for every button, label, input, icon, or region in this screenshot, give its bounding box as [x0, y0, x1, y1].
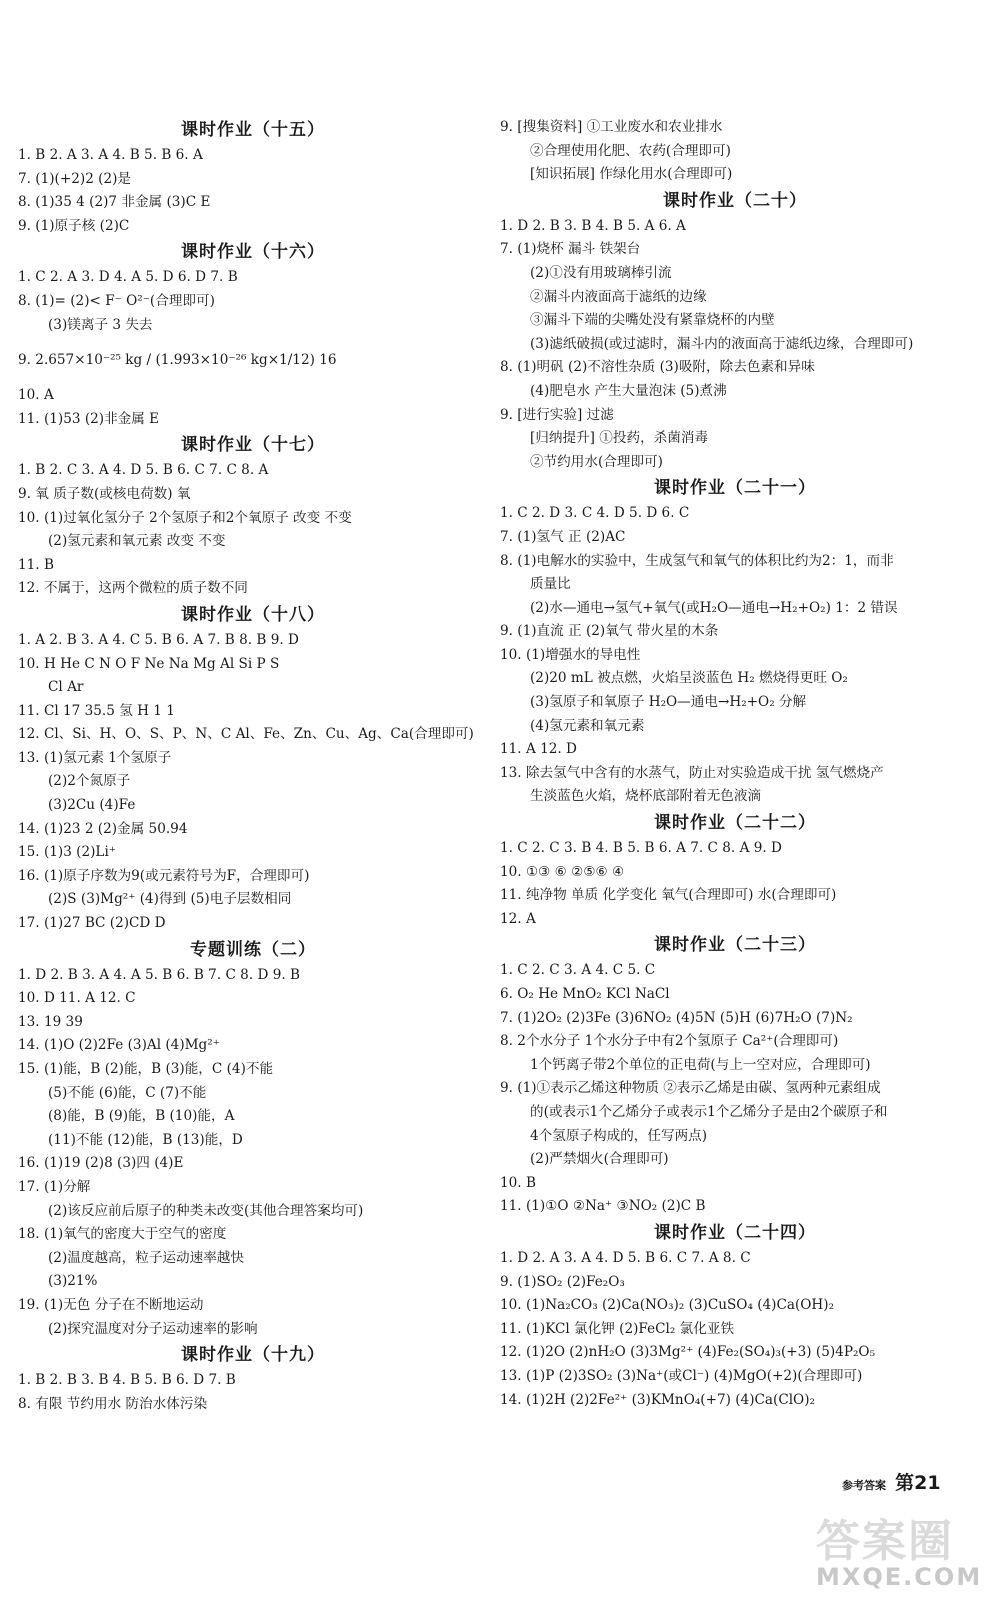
- answer-line: (2)2个氮原子: [48, 773, 131, 790]
- section-title: 课时作业（二十一）: [654, 478, 816, 499]
- watermark-site: MXQE.COM: [816, 1563, 983, 1591]
- answer-line: (2)探究温度对分子运动速率的影响: [48, 1320, 258, 1337]
- answer-line: 1. C 2. D 3. C 4. D 5. D 6. C: [500, 505, 690, 522]
- answer-line: (3)镁离子 3 失去: [48, 316, 153, 333]
- answer-line: 9. (1)原子核 (2)C: [18, 217, 130, 234]
- answer-line: 10. H He C N O F Ne Na Mg Al Si P S: [18, 655, 280, 672]
- answer-line: 11. 纯净物 单质 化学变化 氧气(合理即可) 水(合理即可): [500, 887, 837, 904]
- answer-line: 9. (1)直流 正 (2)氧气 带火星的木条: [500, 623, 719, 640]
- section-title: 课时作业（十五）: [181, 120, 325, 140]
- answer-line: (3)滤纸破损(或过滤时，漏斗内的液面高于滤纸边缘，合理即可): [530, 335, 914, 352]
- section-title: 课时作业（二十三）: [654, 935, 816, 956]
- footer-label: 参考答案: [842, 1479, 886, 1492]
- answer-line: (2)温度越高，粒子运动速率越快: [48, 1249, 244, 1266]
- answer-line: (2)严禁烟火(合理即可): [530, 1151, 669, 1168]
- section-title: 课时作业（二十二）: [654, 813, 816, 834]
- answer-line: 8. (1)明矾 (2)不溶性杂质 (3)吸附，除去色素和异味: [500, 359, 815, 376]
- answer-line: (4)氢元素和氧元素: [530, 717, 645, 734]
- watermark: [816, 1505, 981, 1595]
- answer-line: 10. D 11. A 12. C: [18, 990, 136, 1007]
- answer-line: 9. (1)SO₂ (2)Fe₂O₃: [500, 1273, 625, 1290]
- answer-line: 14. (1)23 2 (2)金属 50.94: [18, 820, 188, 837]
- answer-line: (2)S (3)Mg²⁺ (4)得到 (5)电子层数相同: [48, 891, 292, 908]
- answer-line: (5)不能 (6)能，C (7)不能: [48, 1084, 207, 1101]
- answer-line: 的(或表示1个乙烯分子或表示1个乙烯分子是由2个碳原子和: [530, 1103, 888, 1120]
- answer-line: 16. (1)原子序数为9(或元素符号为F，合理即可): [18, 867, 310, 884]
- answer-line: 7. (1)氢气 正 (2)AC: [500, 528, 626, 545]
- answer-line: (4)肥皂水 产生大量泡沫 (5)煮沸: [530, 382, 727, 399]
- left-column: [18, 116, 488, 1416]
- answer-line: 7. (1)2O₂ (2)3Fe (3)6NO₂ (4)5N (5)H (6)7H₂O (7)N₂: [500, 1009, 853, 1026]
- answer-line: 7. (1)(+2)2 (2)是: [18, 170, 132, 187]
- page-number: 第21: [895, 1472, 941, 1494]
- answer-line: 10. (1)过氧化氢分子 2个氢原子和2个氧原子 改变 不变: [18, 509, 352, 526]
- answer-line: ②合理使用化肥、农药(合理即可): [530, 142, 731, 159]
- answer-line: 1. B 2. B 3. B 4. B 5. B 6. D 7. B: [18, 1372, 236, 1389]
- answer-line: 16. (1)19 (2)8 (3)四 (4)E: [18, 1155, 184, 1172]
- answer-line: 11. (1)53 (2)非金属 E: [18, 410, 160, 427]
- answer-line: 1. C 2. A 3. D 4. A 5. D 6. D 7. B: [18, 269, 238, 286]
- answer-line: 11. (1)①O ②Na⁺ ③NO₂ (2)C B: [500, 1198, 706, 1215]
- answer-line: 13. 19 39: [18, 1013, 83, 1030]
- answer-line: 14. (1)O (2)2Fe (3)Al (4)Mg²⁺: [18, 1037, 220, 1054]
- answer-line: 8. 有限 节约用水 防治水体污染: [18, 1395, 208, 1412]
- section-title: 课时作业（二十）: [663, 190, 807, 211]
- answer-line: 14. (1)2H (2)2Fe²⁺ (3)KMnO₄(+7) (4)Ca(ClO)₂: [500, 1391, 815, 1408]
- watermark-logo: 答案圈: [816, 1516, 954, 1567]
- answer-line: 10. A: [18, 387, 54, 404]
- answer-line: (2)①没有用玻璃棒引流: [530, 264, 672, 281]
- answer-line: 8. (1)= (2)< F⁻ O²⁻(合理即可): [18, 292, 215, 309]
- answer-line: ③漏斗下端的尖嘴处没有紧靠烧杯的内壁: [530, 312, 775, 329]
- answer-line: 1. D 2. B 3. B 4. B 5. A 6. A: [500, 217, 686, 234]
- section-title: 课时作业（二十四）: [654, 1222, 816, 1243]
- answer-line: 10. (1)Na₂CO₃ (2)Ca(NO₃)₂ (3)CuSO₄ (4)Ca(OH)₂: [500, 1297, 835, 1314]
- answer-line: (11)不能 (12)能，B (13)能，D: [48, 1131, 243, 1148]
- answer-line: Cl Ar: [48, 679, 84, 696]
- answer-line: 8. 2个水分子 1个水分子中有2个氢原子 Ca²⁺(合理即可): [500, 1033, 839, 1050]
- answer-line: (3)氢原子和氧原子 H₂O—通电→H₂+O₂ 分解: [530, 694, 807, 711]
- answer-line: (2)氢元素和氧元素 改变 不变: [48, 533, 226, 550]
- answer-line: 13. 除去氢气中含有的水蒸气，防止对实验造成干扰 氢气燃烧产: [500, 764, 884, 781]
- answer-line: [知识拓展] 作绿化用水(合理即可): [530, 166, 733, 183]
- answer-line: 19. (1)无色 分子在不断地运动: [18, 1296, 204, 1313]
- answer-line: 13. (1)P (2)3SO₂ (3)Na⁺(或Cl⁻) (4)MgO(+2)(合理即可): [500, 1367, 863, 1384]
- answer-line: [归纳提升] ①投药，杀菌消毒: [530, 430, 709, 447]
- answer-line: ②漏斗内液面高于滤纸的边缘: [530, 288, 707, 305]
- answer-line: 1. A 2. B 3. A 4. C 5. B 6. A 7. B 8. B 9. D: [18, 631, 299, 648]
- answer-line: 质量比: [530, 576, 571, 593]
- answer-line: 11. B: [18, 556, 54, 573]
- answer-line: 15. (1)能，B (2)能，B (3)能，C (4)不能: [18, 1061, 274, 1077]
- answer-line: 1. C 2. C 3. B 4. B 5. B 6. A 7. C 8. A 9. D: [500, 840, 782, 857]
- section-title: 课时作业（十七）: [181, 435, 325, 456]
- answer-line: 1个钙离子带2个单位的正电荷(与上一空对应，合理即可): [530, 1056, 871, 1073]
- answer-line: 6. O₂ He MnO₂ KCl NaCl: [500, 986, 670, 1002]
- answer-line: (2)20 mL 被点燃，火焰呈淡蓝色 H₂ 燃烧得更旺 O₂: [530, 670, 848, 687]
- right-column: [500, 116, 970, 1412]
- answer-line: 11. Cl 17 35.5 氢 H 1 1: [18, 702, 175, 719]
- answer-line: (3)2Cu (4)Fe: [48, 797, 136, 814]
- answer-line: 11. A 12. D: [500, 741, 577, 758]
- answer-line: 13. (1)氢元素 1个氢原子: [18, 749, 172, 766]
- answer-line: 12. Cl、Si、H、O、S、P、N、C Al、Fe、Zn、Cu、Ag、Ca(合理即可): [18, 726, 474, 743]
- section-title: 课时作业（十九）: [181, 1345, 325, 1366]
- answer-line: ②节约用水(合理即可): [530, 453, 663, 470]
- answer-line: 生淡蓝色火焰，烧杯底部附着无色液滴: [530, 788, 762, 805]
- answer-line: 1. D 2. B 3. A 4. A 5. B 6. B 7. C 8. D 9. B: [18, 966, 300, 983]
- answer-line: 1. C 2. C 3. A 4. C 5. C: [500, 962, 656, 979]
- section-title: 课时作业（十八）: [181, 604, 325, 625]
- page-footer: [842, 1468, 941, 1495]
- answer-line: 10. (1)增强水的导电性: [500, 646, 641, 663]
- answer-line: 15. (1)3 (2)Li⁺: [18, 844, 116, 861]
- answer-line: (8)能，B (9)能，B (10)能，A: [48, 1108, 235, 1125]
- answer-line: 10. ①③ ⑥ ②⑤⑥ ④: [500, 863, 625, 880]
- answer-line: 11. (1)KCl 氯化钾 (2)FeCl₂ 氯化亚铁: [500, 1320, 735, 1337]
- answer-line: 1. B 2. C 3. A 4. D 5. B 6. C 7. C 8. A: [18, 462, 269, 479]
- answer-line: (2)水—通电→氢气+氧气(或H₂O—通电→H₂+O₂) 1：2 错误: [530, 599, 898, 616]
- answer-line: 4个氢原子构成的，任写两点): [530, 1127, 708, 1144]
- section-title: 专题训练（二）: [190, 939, 316, 960]
- answer-line: 1. D 2. A 3. A 4. D 5. B 6. C 7. A 8. C: [500, 1249, 751, 1266]
- answer-line: 9. [进行实验] 过滤: [500, 406, 614, 423]
- answer-line: (3)21%: [48, 1273, 98, 1290]
- answer-line: 18. (1)氧气的密度大于空气的密度: [18, 1226, 227, 1243]
- answer-line: 10. B: [500, 1174, 536, 1191]
- answer-line: 9. [搜集资料] ①工业废水和农业排水: [500, 119, 723, 135]
- answer-line: 9. (1)①表示乙烯这种物质 ②表示乙烯是由碳、氢两种元素组成: [500, 1080, 881, 1097]
- answer-line: 17. (1)分解: [18, 1178, 91, 1195]
- answer-line: 9. 2.657×10⁻²⁵ kg / (1.993×10⁻²⁶ kg×1/12) 16: [18, 352, 337, 369]
- answer-line: 7. (1)烧杯 漏斗 铁架台: [500, 241, 641, 258]
- answer-line: 9. 氧 质子数(或核电荷数) 氧: [18, 485, 191, 502]
- answer-line: 12. A: [500, 910, 536, 927]
- answer-line: 17. (1)27 BC (2)CD D: [18, 915, 166, 932]
- section-title: 课时作业（十六）: [181, 242, 325, 263]
- answer-line: (2)该反应前后原子的种类未改变(其他合理答案均可): [48, 1202, 364, 1219]
- answer-line: 8. (1)35 4 (2)7 非金属 (3)C E: [18, 194, 211, 211]
- answer-line: 1. B 2. A 3. A 4. B 5. B 6. A: [18, 147, 203, 163]
- answer-line: 12. (1)2O (2)nH₂O (3)3Mg²⁺ (4)Fe₂(SO₄)₃(+3) (5)4P₂O₅: [500, 1344, 876, 1361]
- answer-line: 12. 不属于，这两个微粒的质子数不同: [18, 580, 248, 597]
- answer-line: 8. (1)电解水的实验中，生成氢气和氧气的体积比约为2：1，而非: [500, 552, 894, 569]
